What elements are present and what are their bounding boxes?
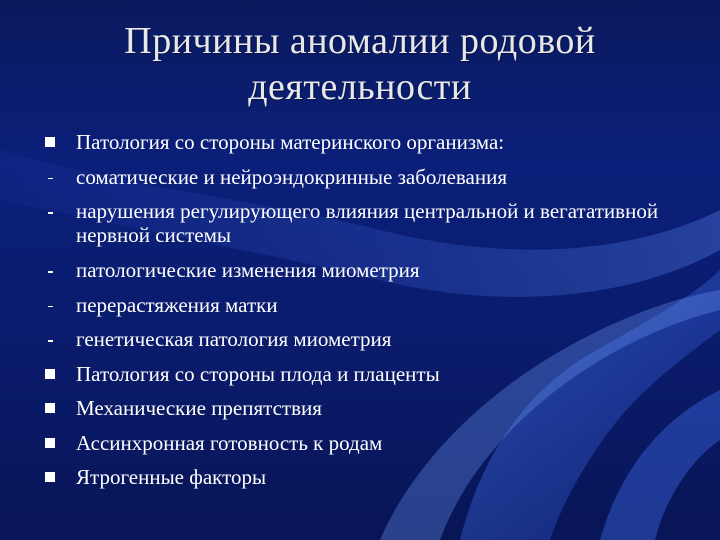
square-bullet-icon — [44, 130, 60, 154]
dash-bullet-icon — [44, 293, 60, 317]
list-item-text: Ассинхронная готовность к родам — [76, 430, 383, 455]
list-item-text: нарушения регулирующего влияния центральной и вегатативной нервной системы — [76, 199, 659, 247]
list-item-text: соматические и нейроэндокринные заболевания — [76, 164, 507, 189]
list-item — [0, 130, 720, 154]
list-item — [0, 431, 720, 455]
list-item — [0, 465, 720, 489]
dash-bullet-icon — [44, 165, 60, 189]
dash-bullet-icon — [44, 258, 60, 282]
square-bullet-icon — [44, 465, 60, 489]
list-item-text: Патология со стороны материнского организма: — [76, 130, 505, 154]
dash-bullet-icon — [44, 327, 60, 351]
list-item-text: Ятрогенные факторы — [76, 465, 267, 489]
list-item-text: патологические изменения миометрия — [76, 258, 420, 282]
list-item — [0, 258, 720, 282]
list-item-text: генетическая патология миометрия — [76, 327, 392, 351]
list-item-text: перерастяжения матки — [76, 292, 278, 317]
list-item-text: Механические препятствия — [76, 396, 322, 420]
list-item-text: Патология со стороны плода и плаценты — [76, 361, 440, 386]
slide-title — [40, 18, 680, 110]
list-item — [0, 199, 720, 247]
list-item — [0, 293, 720, 317]
title-line-1: Причины аномалии родовой — [124, 20, 596, 62]
dash-bullet-icon — [44, 199, 60, 223]
square-bullet-icon — [44, 431, 60, 455]
list-item — [0, 165, 720, 189]
list-item — [0, 396, 720, 420]
square-bullet-icon — [44, 362, 60, 386]
list-item — [0, 327, 720, 351]
list-item — [0, 362, 720, 386]
square-bullet-icon — [44, 396, 60, 420]
bullet-list — [0, 130, 720, 500]
title-line-2: деятельности — [248, 66, 472, 108]
